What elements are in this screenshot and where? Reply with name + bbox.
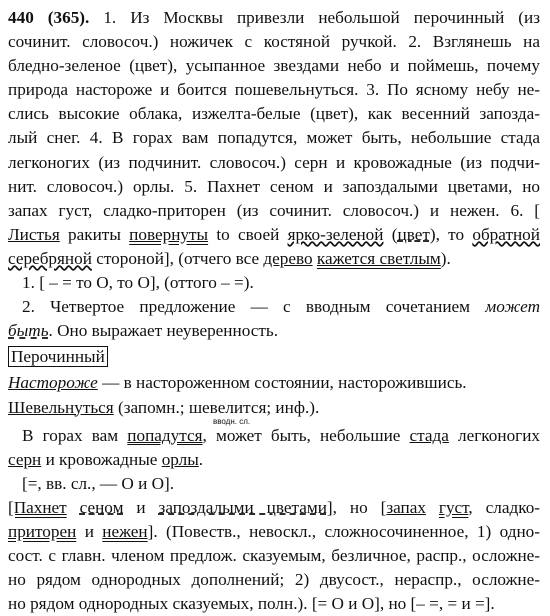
scheme-line: [=, вв. сл., — О и О]. xyxy=(22,473,175,493)
text-line: легконогих (из подчинит. словосоч.) серн и кровожадные (из подчи- xyxy=(8,152,540,172)
annotation: вводн. сл. xyxy=(213,416,251,426)
text-line: сочинит. словосоч.) ножичек с костяной ручкой. 2. Взглянешь на xyxy=(8,32,540,52)
scheme-line: 1. [ – = то О, то О], (оттого – =). xyxy=(22,273,254,293)
text-line: бледно-зеленое (цвет), усыпанное звездами небо и поймешь, почему xyxy=(8,56,540,76)
text-line: лый снег. 4. В горах вам попадутся, может быть, небольшие стада xyxy=(8,128,540,148)
text-line: сост. с главн. членом предлож. сказуемым, безличное, распр., осложне- xyxy=(8,546,540,566)
analyzed-line: серн и кровожадные орлы. xyxy=(8,449,204,469)
text-line: 440 (365). 1. Из Москвы привезли небольшой перочинный (из xyxy=(8,8,540,27)
text-line: но рядом однородных дополнений; 2) двусост., нераспр., осложне- xyxy=(8,570,540,590)
analyzed-line: Листья ракиты повернуты to своей ярко-зеленой (цвет), то обратной xyxy=(8,224,540,244)
text-line: запах густ, сладко-приторен (из сочинит. словосоч.) и нежен. 6. [ xyxy=(8,200,540,220)
analyzed-line: приторен и нежен]. (Повеств., невоскл., сложносочиненное, 1) одно- xyxy=(8,521,540,541)
analyzed-line: серебряной стороной], (отчего все дерево кажется светлым). xyxy=(8,248,451,268)
analyzed-line: В горах вам попадутся, может быть, небольшие стада легконогих xyxy=(22,425,540,445)
text-line: слись высокие облака, изжелта-белые (цвет), как весенний запозда- xyxy=(8,104,540,124)
exercise-number: 440 (365). xyxy=(8,8,90,27)
text-line: 2. Четвертое предложение — с вводным сочетанием может xyxy=(22,297,540,317)
text-line: нит. словосоч.) орлы. 5. Пахнет сеном и запоздалыми цветами, но xyxy=(8,176,540,196)
text-line: природа настороже и боится пошевельнуться. 3. По ясному небу не- xyxy=(8,80,540,100)
morpheme-word: Перочинный xyxy=(8,345,540,369)
text-line: Настороже — в настороженном состоянии, насторожившись. xyxy=(8,373,467,393)
text-line: быть. Оно выражает неуверенность. xyxy=(8,321,279,341)
text-line: но рядом однородных сказуемых, полн.). [= О и О], но [– =, = и =]. xyxy=(8,594,495,614)
analyzed-line: [Пахнет сеном и запоздалыми цветами], но [запах густ, сладко- xyxy=(8,497,540,517)
text-line: Шевельнуться (запомн.; шевелится; инф.). xyxy=(8,397,320,417)
